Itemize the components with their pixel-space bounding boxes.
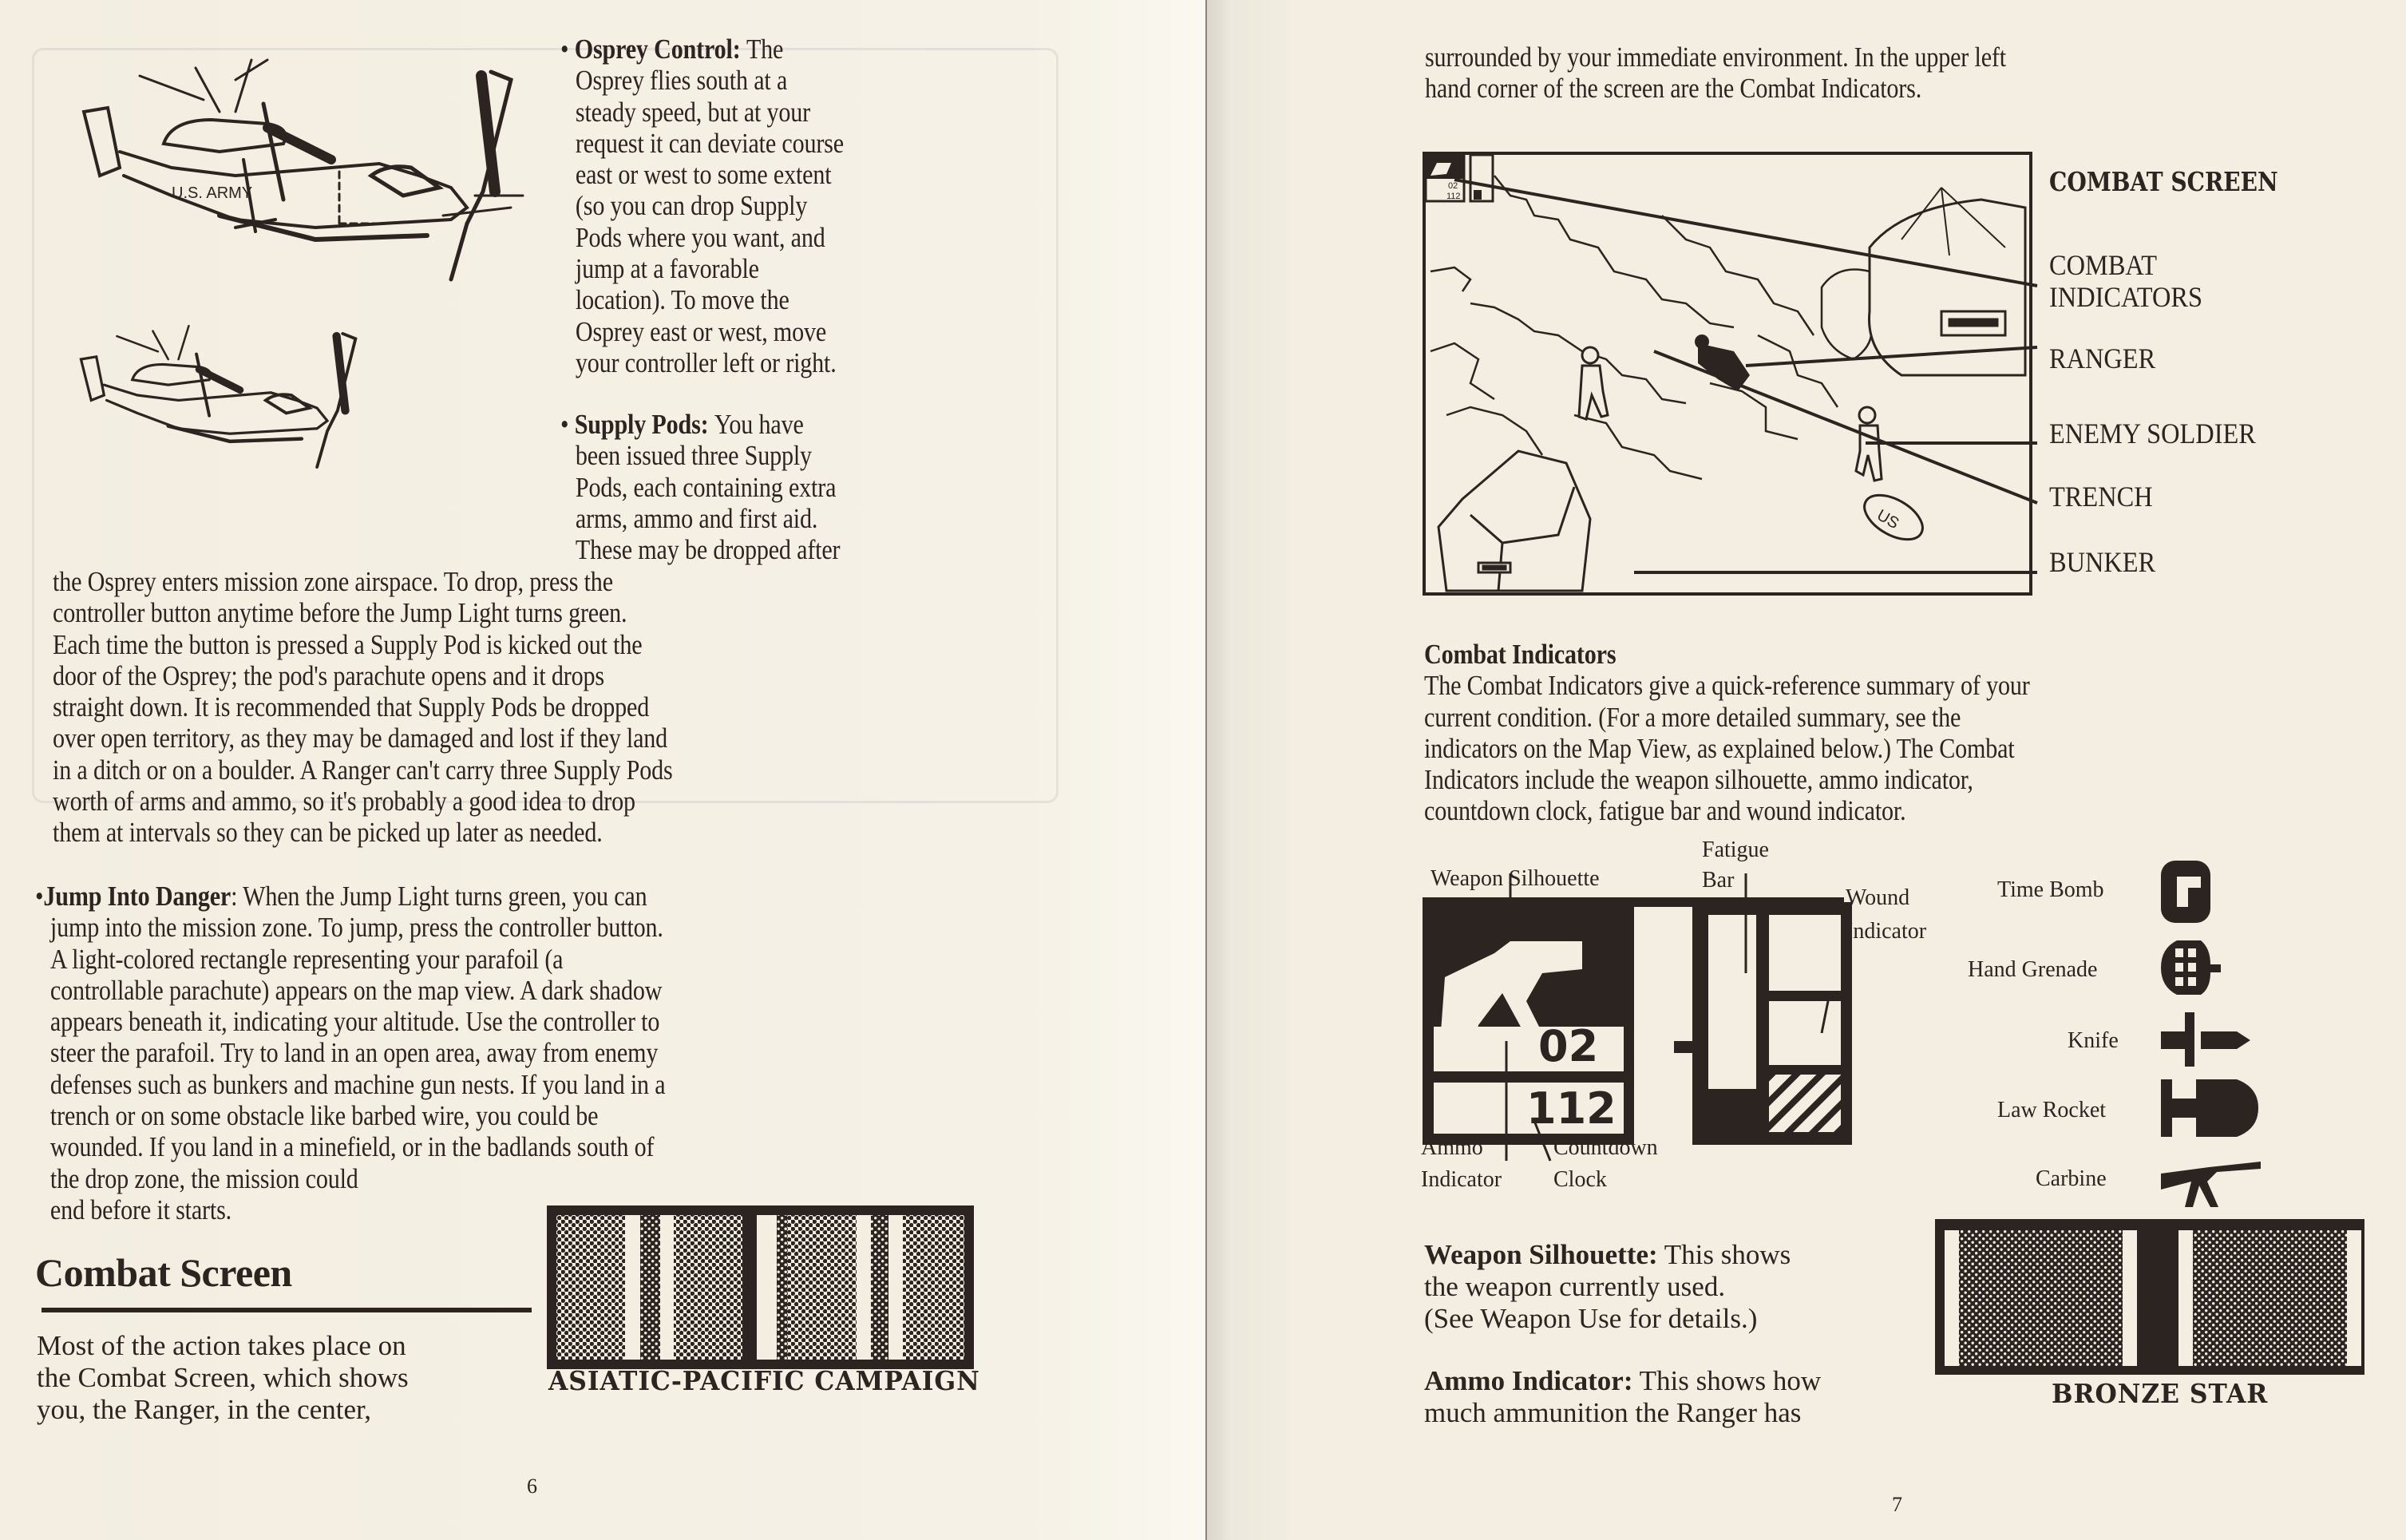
label-wound-indicator: Wound Indicator [1846,885,1927,944]
text-line: This shows [1657,1239,1791,1270]
text-line: : When the Jump Light turns green, you can [231,881,647,912]
right-page [1207,0,2406,1540]
osprey-illustration-small [76,323,363,467]
text-line: controller button anytime before the Jump Light turns green. [53,597,627,629]
text-line: defenses such as bunkers and machine gun nests. If you land in a [49,1068,666,1100]
text-line: Indicators include the weapon silhouette, ammo indicator, [1424,764,1973,796]
text-line: wounded. If you land in a minefield, or in the badlands south of [49,1131,655,1163]
text-line: controllable parachute) appears on the map view. A dark shadow [49,974,663,1006]
text-line: straight down. It is recommended that Supply Pods be dropped [53,691,650,723]
weapon-label-knife: Knife [2068,1028,2119,1053]
osprey-illustration-large [76,56,523,279]
text-line: indicators on the Map View, as explained below.) The Combat [1424,732,2015,764]
weapon-label-time-bomb: Time Bomb [1997,877,2104,902]
bronze-star-ribbon [1935,1219,2364,1375]
weapon-label-carbine: Carbine [2036,1166,2107,1191]
text-line: worth of arms and ammo, so it's probably a good idea to drop [53,786,635,818]
text-line: Pods, each containing extra [575,471,837,503]
weapon-label-law-rocket: Law Rocket [1997,1098,2107,1122]
text-line: the Combat Screen, which shows [37,1362,409,1393]
text-line: The [746,34,784,65]
text-line: much ammunition the Ranger has [1424,1397,1802,1428]
label-combat-indicators: COMBAT INDICATORS [2049,249,2203,313]
text-line: trench or on some obstacle like barbed wire, you could be [49,1100,599,1132]
law-rocket-icon [2161,1079,2261,1139]
label-ammo-indicator: Ammo Indicator [1421,1135,1502,1192]
combat-screen-heading: Combat Screen [35,1250,292,1295]
text-line: in a ditch or on a boulder. A Ranger can't carry three Supply Pods [53,754,673,786]
text-line: you, the Ranger, in the center, [37,1394,371,1425]
heading-rule [42,1308,532,1312]
text-line: door of the Osprey; the pod's parachute opens and it drops [53,659,604,691]
pod-us-label: US [1874,506,1902,533]
text-line: You have [714,409,804,440]
text-line: steady speed, but at your [575,96,811,128]
text-line: the drop zone, the mission could [49,1162,358,1194]
combat-indicators-thumbnail [1426,155,1493,201]
combat-screen-diagram-title: COMBAT SCREEN [2049,166,2278,197]
weapon-silhouette-title: Weapon Silhouette: [1424,1239,1658,1270]
combat-indicators-block [1424,639,2030,827]
asiatic-pacific-caption: ASIATIC-PACIFIC CAMPAIGN [548,1365,980,1396]
combat-indicators-heading: Combat Indicators [1424,639,1617,670]
fatigue-fill [1708,1089,1756,1132]
weapon-label-hand-grenade: Hand Grenade [1968,957,2098,982]
text-line: (See Weapon Use for details.) [1424,1303,1758,1334]
intro-text [1425,42,2006,105]
osprey-control-block [560,34,844,378]
label-trench: TRENCH [2049,481,2153,513]
text-line: jump at a favorable [575,253,759,285]
text-line: over open territory, as they may be damaged and lost if they land [53,722,668,754]
supply-pods-title: Supply Pods: [574,409,709,440]
supply-pods-continued [53,566,672,849]
bullet-icon [35,881,43,912]
time-bomb-icon [2161,861,2217,924]
text-line: east or west to some extent [575,159,832,191]
label-countdown-clock: Countdown Clock [1553,1135,1658,1192]
wound-hatch [1769,1075,1841,1132]
text-line: hand corner of the screen are the Combat Indicators. [1425,73,1922,105]
page-number-left: 6 [527,1475,537,1498]
label-weapon-silhouette: Weapon Silhouette [1431,866,1600,891]
text-line: been issued three Supply [575,440,812,472]
carbine-icon [2161,1158,2261,1209]
hand-grenade-icon [2161,940,2225,996]
bullet-icon [560,409,568,440]
text-line: location). To move the [575,284,789,316]
thumb-ammo-value: 02 [1448,181,1458,191]
countdown-value: 112 [1526,1083,1617,1134]
combat-screen-diagram [1423,152,2141,599]
text-line: Each time the button is pressed a Supply Pod is kicked out the [53,628,643,660]
jump-into-danger-block [35,881,665,1225]
page-number-right: 7 [1892,1493,1902,1516]
indicator-diagram [1423,897,1846,1153]
weapon-silhouette-block [1424,1239,1791,1335]
label-ranger: RANGER [2049,342,2156,374]
text-line: These may be dropped after [575,534,841,566]
osprey-us-army-label: U.S. ARMY [172,184,253,202]
text-line: surrounded by your immediate environment. In the upper left [1425,42,2006,73]
text-line: A light-colored rectangle representing your parafoil (a [49,943,564,975]
text-line: Pods where you want, and [575,221,825,253]
label-enemy-soldier: ENEMY SOLDIER [2049,418,2256,449]
bronze-star-caption: BRONZE STAR [2052,1378,2269,1409]
text-line: Most of the action takes place on [37,1330,406,1361]
combat-screen-intro [37,1330,409,1426]
text-line: Osprey east or west, move [575,315,827,347]
text-line: The Combat Indicators give a quick-reference summary of your [1424,670,2030,702]
text-line: countdown clock, fatigue bar and wound indicator. [1424,795,1906,827]
ammo-indicator-block [1424,1365,1821,1429]
text-line: end before it starts. [49,1194,232,1225]
fatigue-bar [1674,873,1852,1145]
text-line: the Osprey enters mission zone airspace. To drop, press the [53,566,613,597]
osprey-control-title: Osprey Control: [574,34,741,65]
text-line: your controller left or right. [575,346,837,378]
thumb-clock-value: 112 [1446,192,1461,201]
label-fatigue: Fatigue Bar [1702,837,1769,893]
text-line: the weapon currently used. [1424,1271,1726,1302]
text-line: (so you can drop Supply [575,190,808,222]
jump-into-danger-title: Jump Into Danger [43,881,231,912]
label-bunker: BUNKER [2049,546,2156,578]
text-line: steer the parafoil. Try to land in an open area, away from enemy [49,1037,659,1069]
bullet-icon [560,34,568,65]
ammo-indicator-title: Ammo Indicator: [1424,1365,1633,1396]
ammo-value: 02 [1538,1021,1599,1071]
text-line: current condition. (For a more detailed summary, see the [1424,701,1961,733]
text-line: request it can deviate course [575,127,844,159]
text-line: appears beneath it, indicating your altitude. Use the controller to [49,1006,660,1038]
text-line: This shows how [1632,1365,1822,1396]
asiatic-pacific-ribbon [547,1205,974,1369]
knife-icon [2161,1012,2257,1068]
text-line: arms, ammo and first aid. [575,502,818,534]
text-line: them at intervals so they can be picked up later as needed. [53,817,603,849]
supply-pods-block [560,409,840,565]
text-line: Osprey flies south at a [575,65,788,97]
text-line: jump into the mission zone. To jump, press the controller button. [49,912,663,944]
